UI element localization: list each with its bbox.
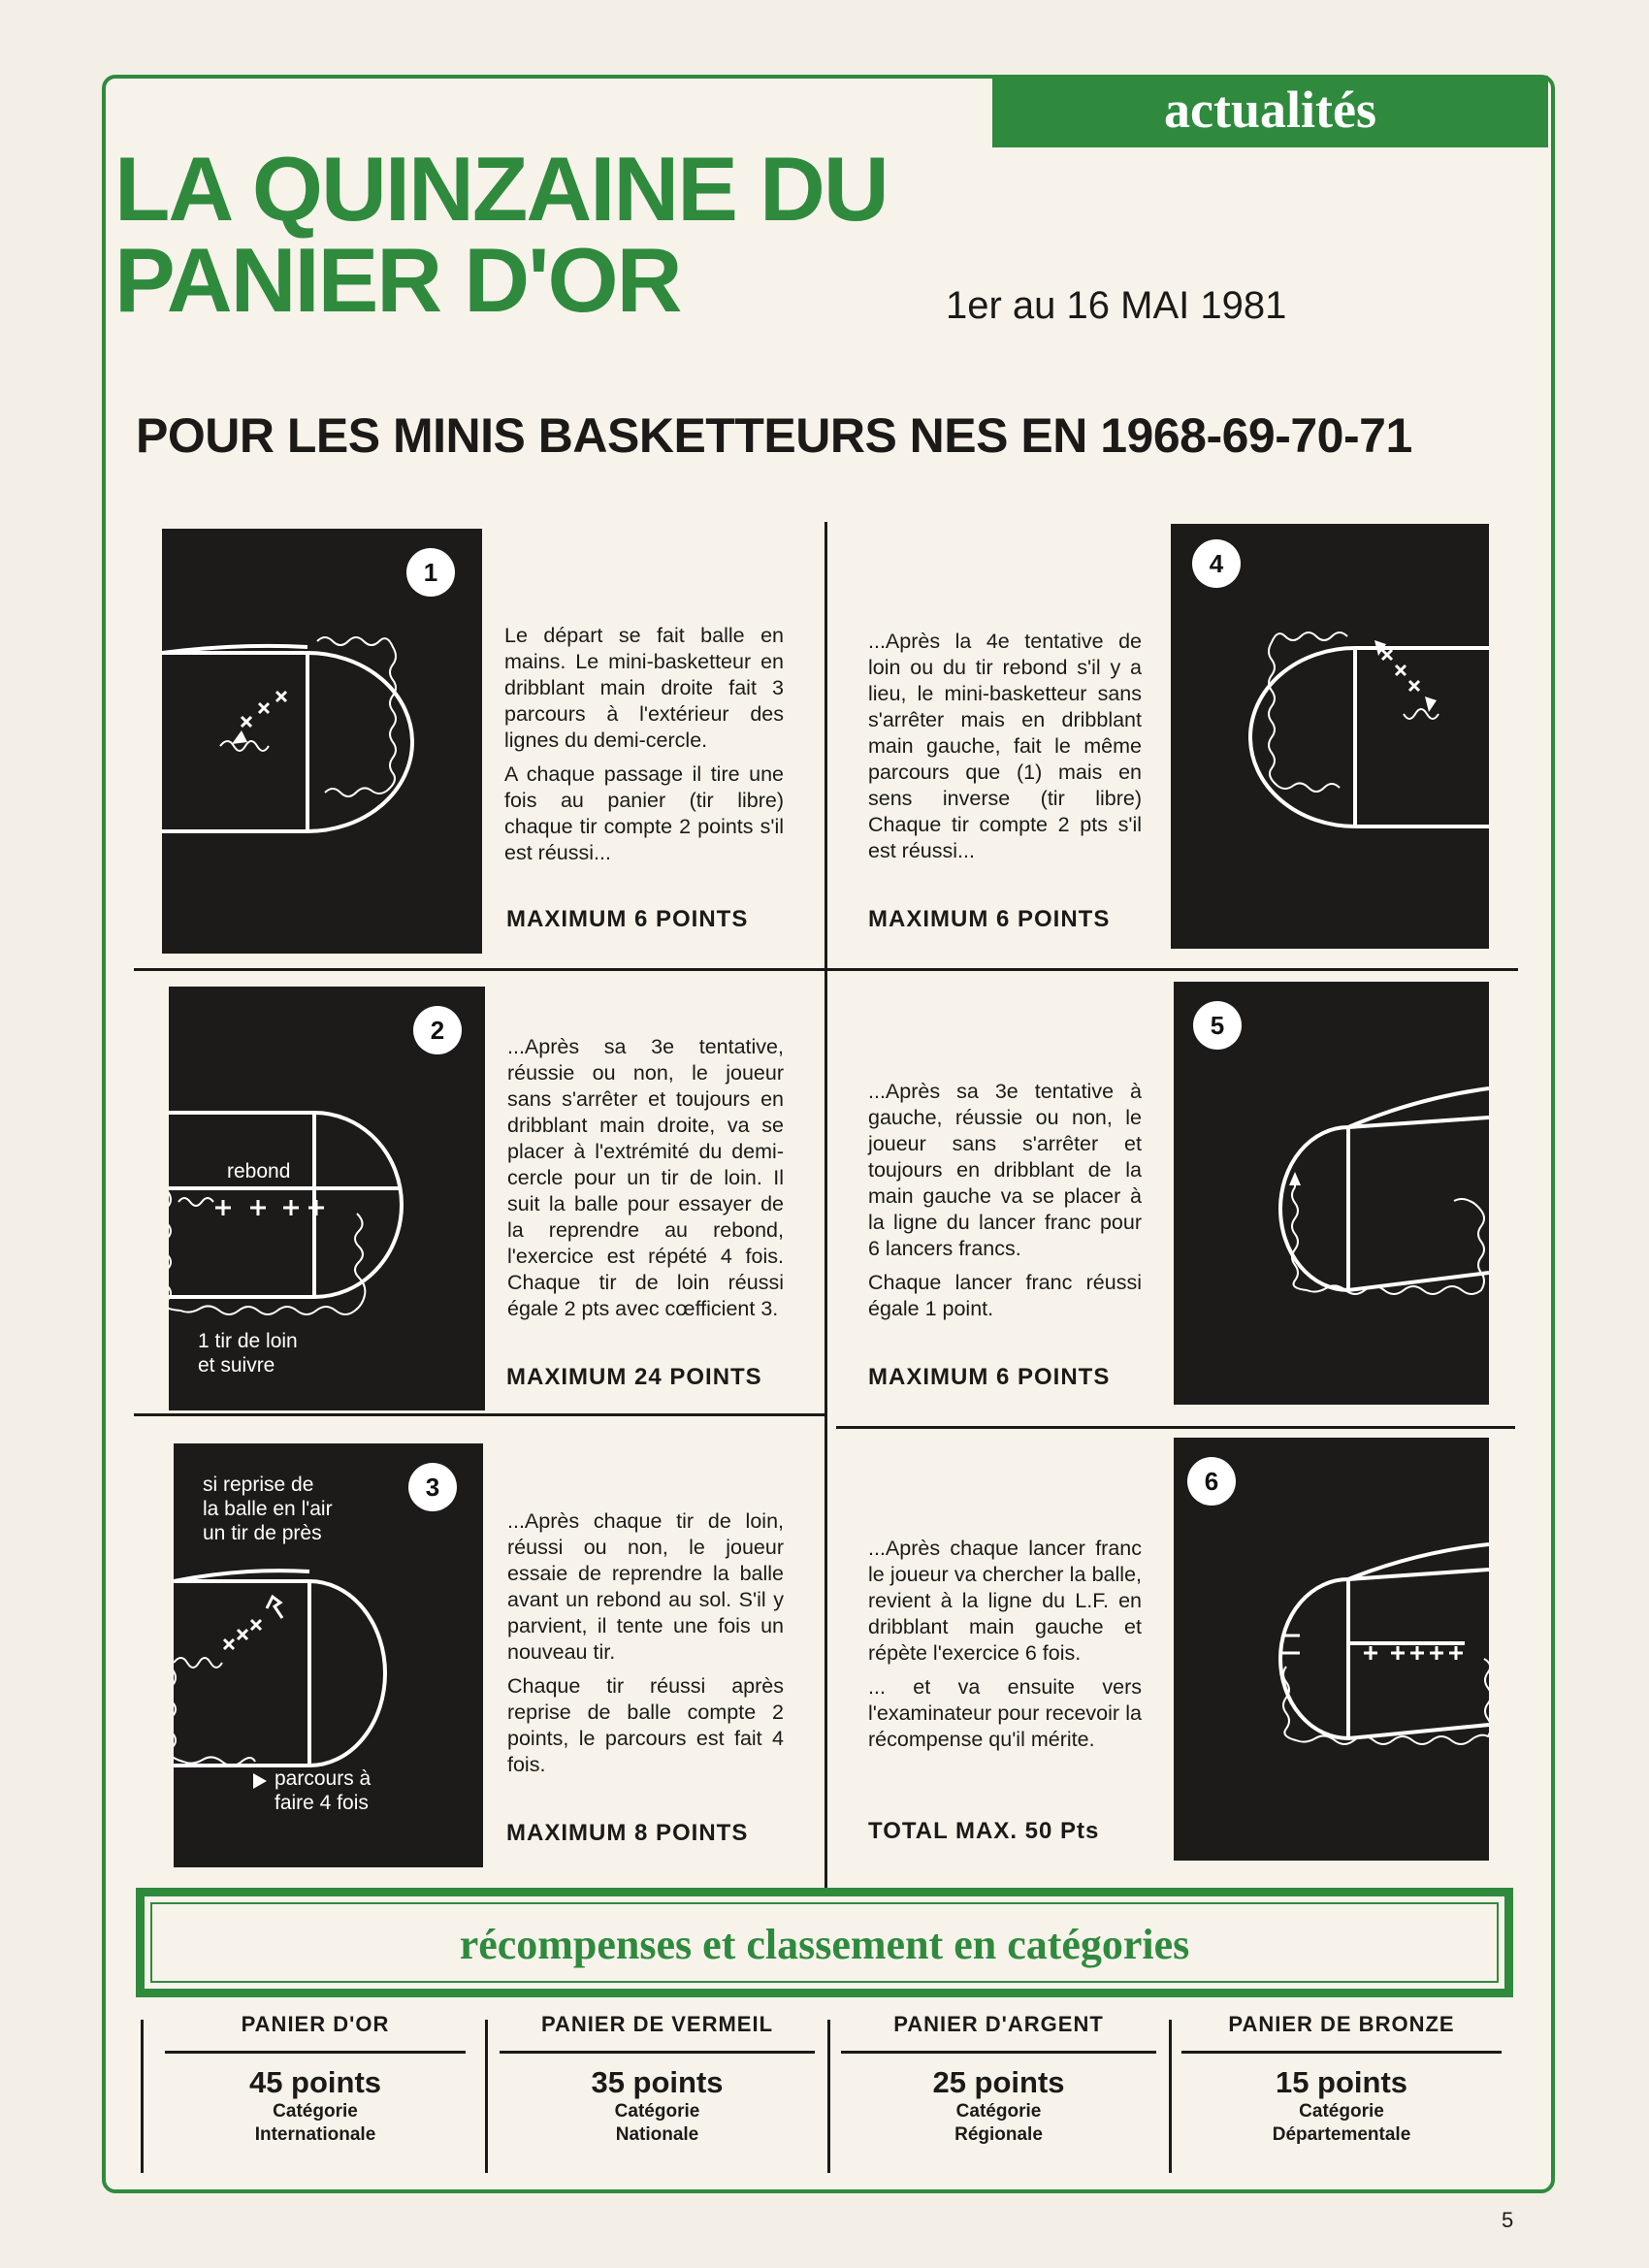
- category-silver-label: Catégorie Régionale: [954, 2101, 1043, 2145]
- category-bronze-label: Catégorie Départementale: [1272, 2101, 1411, 2145]
- category-vermeil: [495, 2012, 820, 2147]
- row-divider-left-2: [134, 1413, 824, 1416]
- category-gold-rule: [165, 2051, 466, 2054]
- exercise-2-max: MAXIMUM 24 POINTS: [506, 1364, 762, 1390]
- category-vermeil-name: PANIER DE VERMEIL: [540, 2012, 774, 2036]
- exercise-5-paragraph-2: Chaque lancer franc réussi égale 1 point.: [868, 1271, 1142, 1320]
- category-silver-points: 25 points: [932, 2065, 1065, 2099]
- category-silver-rule: [841, 2051, 1156, 2054]
- exercise-1-description: [504, 623, 784, 874]
- title-line-1: LA QUINZAINE DU: [114, 138, 888, 240]
- step-badge-4: 4: [1192, 539, 1241, 588]
- categories-left-edge: [141, 2020, 144, 2173]
- category-vermeil-rule: [500, 2051, 815, 2054]
- category-bronze-points: 15 points: [1275, 2065, 1408, 2099]
- category-bronze: [1177, 2012, 1506, 2147]
- row-divider-right: [827, 968, 1518, 971]
- diagram-panel-2: [169, 987, 485, 1410]
- page-title: [114, 138, 888, 331]
- row-divider-left: [134, 968, 824, 971]
- exercise-6-paragraph-1: ...Après chaque lancer franc le joueur va chercher la balle, revient à la ligne du L.F. en dribblant main gauche et répète l'exercice 6 fois.: [868, 1537, 1142, 1665]
- category-vermeil-label: Catégorie Nationale: [614, 2101, 700, 2145]
- subtitle: POUR LES MINIS BASKETTEURS NES EN 1968-69-70-71: [136, 408, 1412, 463]
- exercise-5-paragraph-1: ...Après sa 3e tentative à gauche, réussie ou non, le joueur sans s'arrêter et toujours en dribblant de la main gauche va se placer à la ligne du lancer franc pour 6 lancers francs.: [868, 1080, 1142, 1260]
- row-divider-right-2: [836, 1426, 1515, 1429]
- awards-title: récompenses et classement en catégories: [459, 1921, 1190, 1968]
- diagram-panel-3: [174, 1443, 483, 1867]
- step-badge-1: 1: [406, 548, 455, 597]
- category-silver-name: PANIER D'ARGENT: [893, 2012, 1104, 2036]
- exercise-6-paragraph-2: ... et va ensuite vers l'examinateur pour recevoir la récompense qu'il mérite.: [868, 1675, 1142, 1751]
- exercise-1-max: MAXIMUM 6 POINTS: [506, 906, 749, 932]
- diagram-panel-5: [1174, 982, 1489, 1405]
- exercise-5-max: MAXIMUM 6 POINTS: [868, 1364, 1111, 1390]
- diagram-panel-6: [1174, 1438, 1489, 1861]
- category-gold-name: PANIER D'OR: [241, 2012, 390, 2036]
- step-badge-5: 5: [1193, 1001, 1242, 1050]
- category-separator-3: [1169, 2020, 1172, 2173]
- diagram-panel-1: [162, 529, 482, 954]
- title-line-2: PANIER D'OR: [114, 229, 681, 331]
- awards-banner: [136, 1888, 1513, 1997]
- diagram-panel-4: [1171, 524, 1489, 949]
- event-date: 1er au 16 MAI 1981: [946, 284, 1287, 327]
- category-separator-2: [827, 2020, 830, 2173]
- exercise-1-paragraph-1: Le départ se fait balle en mains. Le mini-basketteur en dribblant main droite fait 3 parcours à l'extérieur des lignes du demi-cercle.: [504, 624, 784, 752]
- category-gold-points: 45 points: [248, 2065, 382, 2099]
- category-bronze-name: PANIER DE BRONZE: [1228, 2012, 1455, 2036]
- column-divider: [824, 522, 827, 1899]
- page-number: 5: [1502, 2208, 1514, 2232]
- exercise-3-paragraph-1: ...Après chaque tir de loin, réussi ou non, le joueur essaie de reprendre la balle avant un rebond au sol. S'il y parvient, il tente une fois un nouveau tir.: [507, 1509, 784, 1664]
- category-vermeil-points: 35 points: [591, 2065, 724, 2099]
- category-gold-label: Catégorie Internationale: [254, 2101, 376, 2145]
- category-silver: [836, 2012, 1161, 2147]
- category-separator-1: [485, 2020, 488, 2173]
- exercise-2-description: [507, 1034, 784, 1330]
- step-badge-3: 3: [408, 1463, 457, 1511]
- exercise-3-description: [507, 1508, 784, 1786]
- panel-3-label-parcours: parcours à faire 4 fois: [275, 1767, 372, 1814]
- step-badge-2: 2: [413, 1006, 462, 1054]
- step-badge-6: 6: [1187, 1457, 1236, 1506]
- category-gold: [155, 2012, 475, 2147]
- exercise-3-max: MAXIMUM 8 POINTS: [506, 1820, 749, 1846]
- exercise-1-paragraph-2: A chaque passage il tire une fois au panier (tir libre) chaque tir compte 2 points s'il est réussi...: [504, 762, 784, 864]
- exercise-3-paragraph-2: Chaque tir réussi après reprise de balle compte 2 points, le parcours est fait 4 fois.: [507, 1674, 784, 1776]
- exercise-4-description: [868, 629, 1142, 872]
- panel-3-label-reprise: si reprise de la balle en l'air un tir de près: [203, 1474, 333, 1544]
- exercise-4-max: MAXIMUM 6 POINTS: [868, 906, 1111, 932]
- exercise-6-description: [868, 1536, 1142, 1761]
- category-bronze-rule: [1181, 2051, 1502, 2054]
- exercise-2-paragraph-1: ...Après sa 3e tentative, réussie ou non, le joueur sans s'arrêter et toujours en dribblant main droite, va se placer à l'extrémité du demi-cercle pour un tir de loin. Il suit la balle pour essayer de la reprendre au rebond, l'exercice est répété 4 fois. Chaque tir de loin réussi égale 2 pts avec cœfficient 3.: [507, 1035, 784, 1320]
- panel-2-label-rebond: rebond: [227, 1160, 291, 1183]
- exercise-4-paragraph-1: ...Après la 4e tentative de loin ou du tir rebond s'il y a lieu, le mini-basketteur sans s'arrêter mais en dribblant main gauche, fait le même parcours que (1) mais en sens inverse (tir libre) Chaque tir compte 2 pts s'il est réussi...: [868, 630, 1142, 862]
- exercise-5-description: [868, 1079, 1142, 1330]
- exercise-6-max: TOTAL MAX. 50 Pts: [868, 1818, 1100, 1844]
- section-tab: actualités: [992, 76, 1548, 147]
- panel-2-label-tir-de-loin: 1 tir de loin et suivre: [198, 1330, 298, 1377]
